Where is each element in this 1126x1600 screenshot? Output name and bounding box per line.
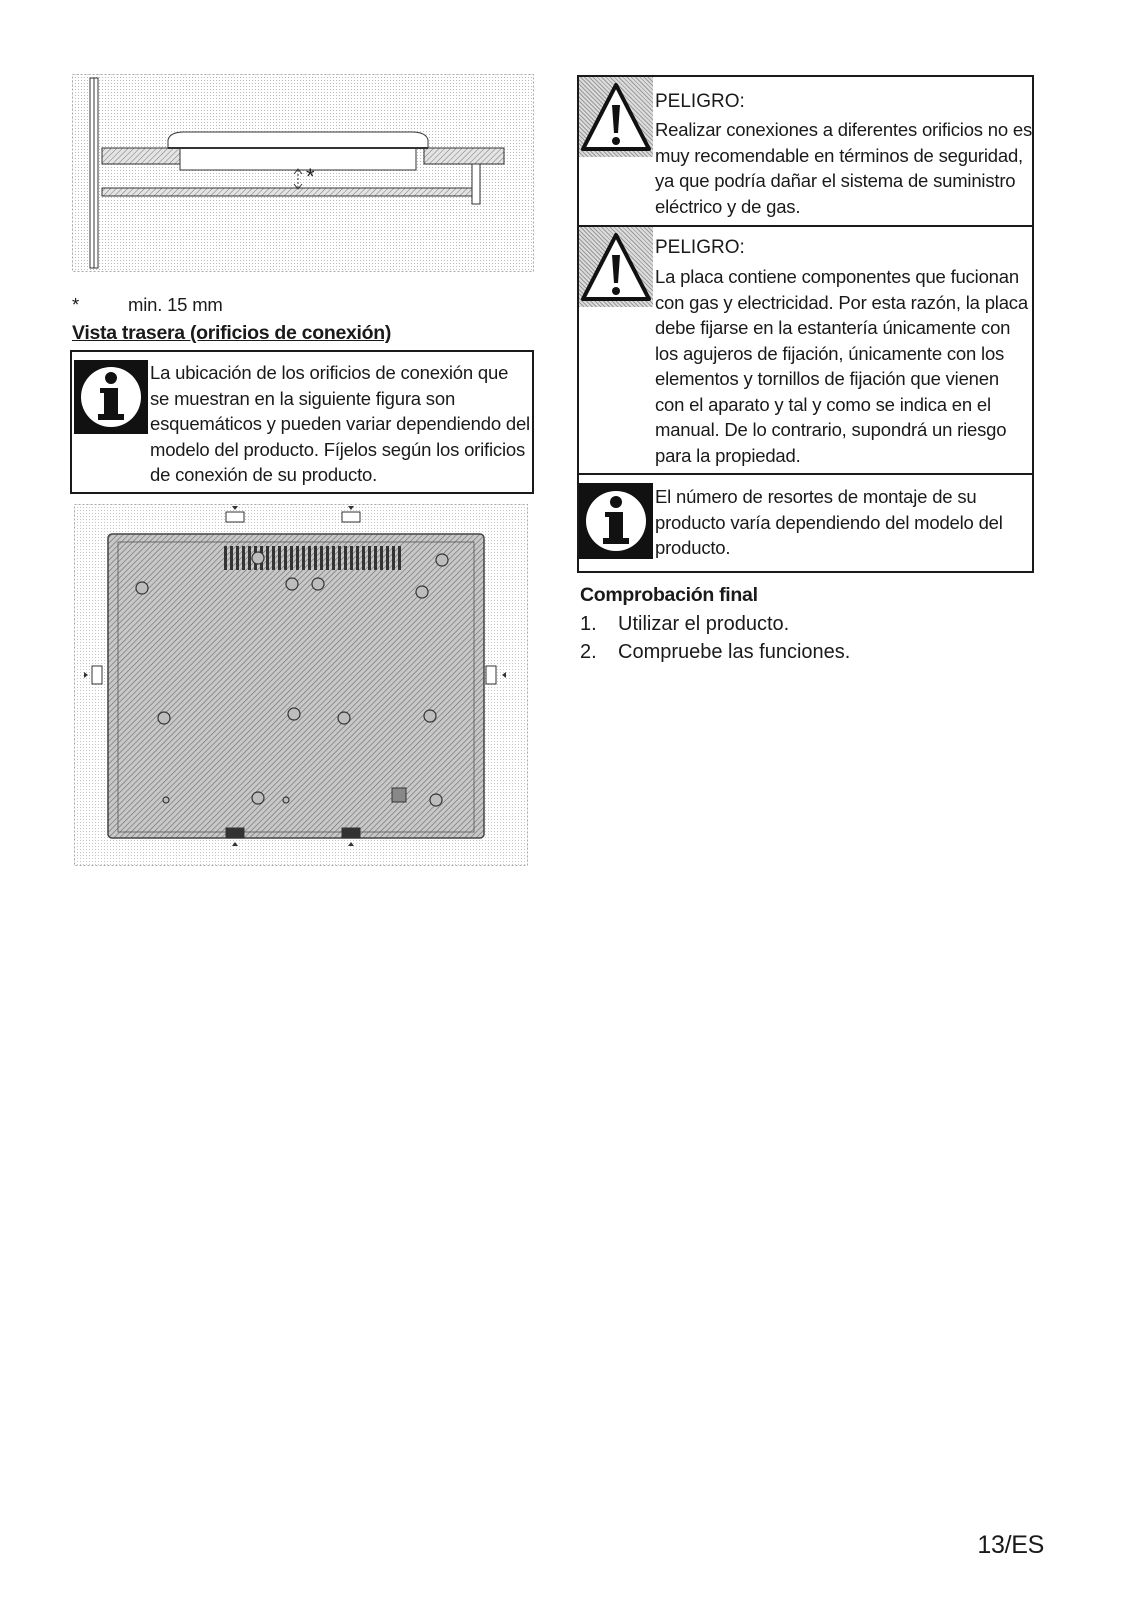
warning-title: PELIGRO: — [655, 91, 745, 112]
warning-icon-panel — [579, 227, 653, 307]
info-line: producto varía dependiendo del modelo del — [655, 511, 1003, 533]
info-icon — [74, 360, 148, 434]
dimension-marker: * — [306, 164, 315, 189]
list-item-number: 1. — [580, 613, 597, 635]
warning-line: con gas y electricidad. Por esta razón, la placa — [655, 291, 1028, 313]
warning-line: manual. De lo contrario, supondrá un riesgo — [655, 419, 1007, 440]
list-item-text: Compruebe las funciones. — [618, 641, 851, 663]
warning-title: PELIGRO: — [655, 237, 745, 258]
warning-text — [655, 264, 1035, 468]
list-item — [580, 610, 850, 638]
info-line: El número de resortes de montaje de su — [655, 486, 977, 507]
info-line: La ubicación de los orificios de conexión que — [150, 362, 509, 383]
rear-view-diagram — [74, 504, 528, 866]
warning-box-connections — [577, 75, 1034, 227]
warning-line: con el aparato y tal y como se indica en el — [655, 393, 991, 415]
warning-line: muy recomendable en términos de seguridad, — [655, 144, 1023, 166]
info-line: producto. — [655, 537, 731, 558]
info-icon — [579, 483, 653, 559]
warning-line: ya que podría dañar el sistema de suministro — [655, 170, 1016, 191]
info-line: esquemáticos y pueden variar dependiendo del — [150, 413, 530, 434]
warning-triangle-icon — [579, 77, 653, 157]
info-line: modelo del producto. Fíjelos según los orificios — [150, 438, 525, 460]
warning-line: debe fijarse en la estantería únicamente con — [655, 317, 1011, 338]
footnote — [72, 292, 223, 318]
cross-section-drawing — [72, 74, 534, 272]
footnote-symbol: * — [72, 294, 79, 315]
installation-cross-section-diagram — [72, 74, 534, 272]
warning-line: La placa contiene componentes que fucionan — [655, 266, 1019, 287]
final-check-list — [580, 610, 850, 666]
list-item-text: Utilizar el producto. — [618, 613, 790, 635]
warning-line: eléctrico y de gas. — [655, 195, 801, 217]
warning-triangle-icon — [579, 227, 653, 307]
info-line: de conexión de su producto. — [150, 464, 378, 485]
info-line: se muestran en la siguiente figura son — [150, 387, 456, 409]
section-title-rear-view: Vista trasera (orificios de conexión) — [72, 322, 392, 344]
warning-line: los agujeros de fijación, únicamente con los — [655, 342, 1005, 364]
rear-view-drawing — [74, 504, 528, 866]
warning-line: Realizar conexiones a diferentes orificios no es — [655, 119, 1033, 140]
warning-text — [655, 117, 1035, 219]
warning-line: para la propiedad. — [655, 444, 801, 466]
warning-icon-panel — [579, 77, 653, 157]
list-item — [580, 638, 850, 666]
info-text-mounting-springs — [655, 484, 1035, 561]
info-box-mounting-springs — [577, 473, 1034, 573]
section-title-final-check: Comprobación final — [580, 584, 758, 606]
footnote-text: min. 15 mm — [128, 294, 223, 315]
list-item-number: 2. — [580, 641, 597, 663]
warning-line: elementos y tornillos de fijación que vienen — [655, 368, 999, 389]
info-text-rear-view — [150, 360, 534, 488]
warning-box-gas-electricity — [577, 225, 1034, 475]
page-number: 13/ES — [977, 1531, 1044, 1559]
info-box-rear-view — [70, 350, 534, 494]
